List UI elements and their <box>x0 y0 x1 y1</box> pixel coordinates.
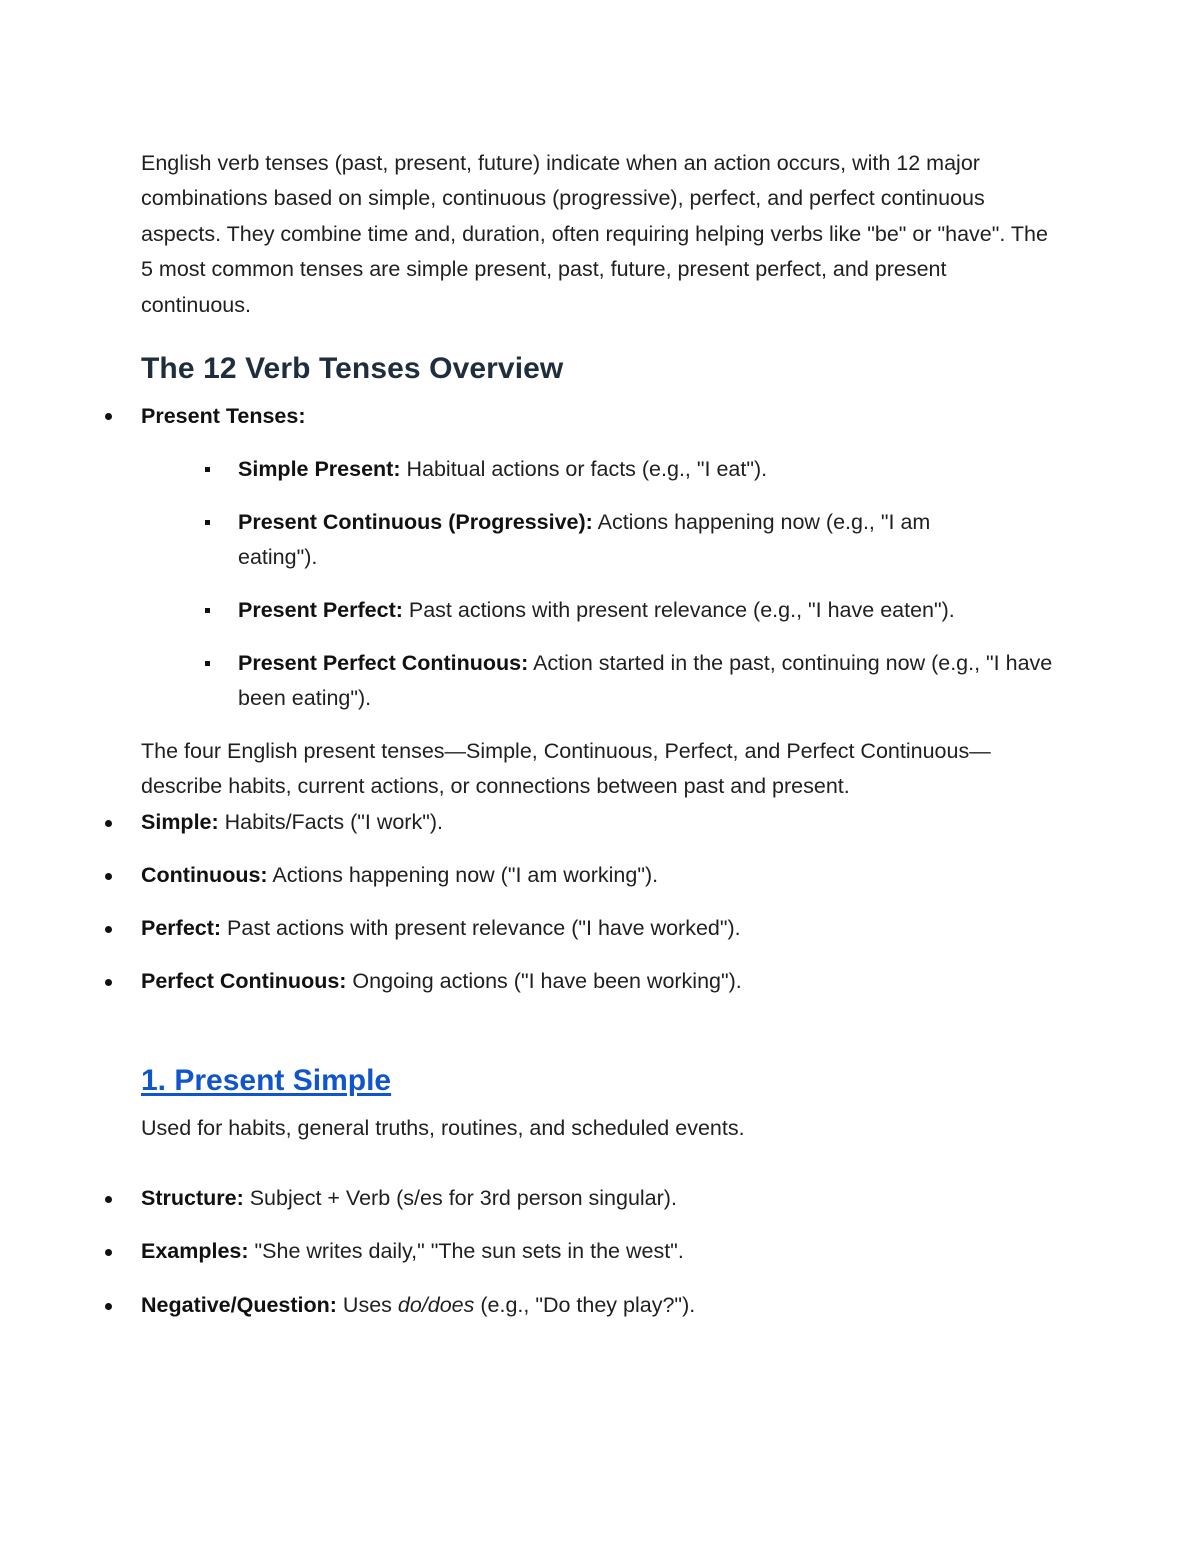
aspect-perfect <box>141 911 741 946</box>
present-simple-structure <box>141 1181 677 1216</box>
aspect-term: Simple: <box>141 810 219 834</box>
negq-pre: Uses <box>336 1293 398 1317</box>
present-simple-negative-question <box>141 1288 695 1323</box>
aspect-term: Perfect Continuous: <box>141 969 347 993</box>
structure-term: Structure: <box>141 1186 244 1210</box>
aspect-desc: Actions happening now ("I am working"). <box>267 863 659 887</box>
negq-italic: do/does <box>397 1293 475 1317</box>
aspect-term: Continuous: <box>141 863 268 887</box>
bullet-dot <box>105 873 112 880</box>
bullet-square <box>205 661 210 666</box>
bullet-dot <box>105 1249 112 1256</box>
sub-item-term: Present Perfect: <box>238 598 403 622</box>
bullet-dot <box>105 979 112 986</box>
sub-item-term: Present Continuous (Progressive): <box>238 510 593 534</box>
sub-item-present-perfect <box>238 593 955 628</box>
bullet-dot <box>105 926 112 933</box>
present-simple-description: Used for habits, general truths, routines, and scheduled events. <box>141 1116 745 1140</box>
aspect-term: Perfect: <box>141 916 222 940</box>
sub-item-desc: Action started in the past, continuing now (e.g., "I have been eating"). <box>238 651 1053 711</box>
sub-item-simple-present <box>238 452 767 487</box>
overview-heading: The 12 Verb Tenses Overview <box>141 352 564 385</box>
bullet-dot <box>105 1303 112 1310</box>
negq-post: (e.g., "Do they play?"). <box>474 1293 696 1317</box>
examples-term: Examples: <box>141 1239 249 1263</box>
intro-paragraph: English verb tenses (past, present, future) indicate when an action occurs, with 12 major combinations based on simple, continuous (progressive), perfect, and perfect continuous aspects. They combine time and, duration, often requiring helping verbs like "be" or "have". The 5 most common tenses are simple present, past, future, present perfect, and present continuous. <box>141 151 1048 317</box>
present-simple-heading-link[interactable]: 1. Present Simple <box>141 1064 392 1097</box>
aspect-desc: Habits/Facts ("I work"). <box>218 810 443 834</box>
sub-item-term: Simple Present: <box>238 457 401 481</box>
bullet-square <box>205 520 210 525</box>
bullet-dot <box>105 1196 112 1203</box>
bullet-dot <box>105 820 112 827</box>
present-tenses-term: Present Tenses: <box>141 404 306 428</box>
aspect-desc: Ongoing actions ("I have been working"). <box>346 969 742 993</box>
aspect-desc: Past actions with present relevance ("I have worked"). <box>221 916 741 940</box>
negq-term: Negative/Question: <box>141 1293 337 1317</box>
bullet-dot <box>105 413 112 420</box>
present-simple-examples <box>141 1234 684 1269</box>
aspect-simple <box>141 805 443 840</box>
examples-desc: "She writes daily," "The sun sets in the west". <box>248 1239 684 1263</box>
present-tenses-label <box>141 399 306 434</box>
bullet-square <box>205 608 210 613</box>
sub-item-term: Present Perfect Continuous: <box>238 651 529 675</box>
sub-item-present-continuous <box>238 505 1008 576</box>
aspect-continuous <box>141 858 658 893</box>
present-tenses-summary: The four English present tenses—Simple, Continuous, Perfect, and Perfect Continuous—describe habits, current actions, or connections between past and present. <box>141 739 991 799</box>
structure-desc: Subject + Verb (s/es for 3rd person singular). <box>243 1186 677 1210</box>
bullet-square <box>205 467 210 472</box>
sub-item-desc: Actions happening now (e.g., "I am eating"). <box>238 510 931 570</box>
sub-item-desc: Habitual actions or facts (e.g., "I eat"). <box>400 457 768 481</box>
sub-item-present-perfect-continuous <box>238 646 1063 717</box>
aspect-perfect-continuous <box>141 964 742 999</box>
sub-item-desc: Past actions with present relevance (e.g., "I have eaten"). <box>402 598 955 622</box>
